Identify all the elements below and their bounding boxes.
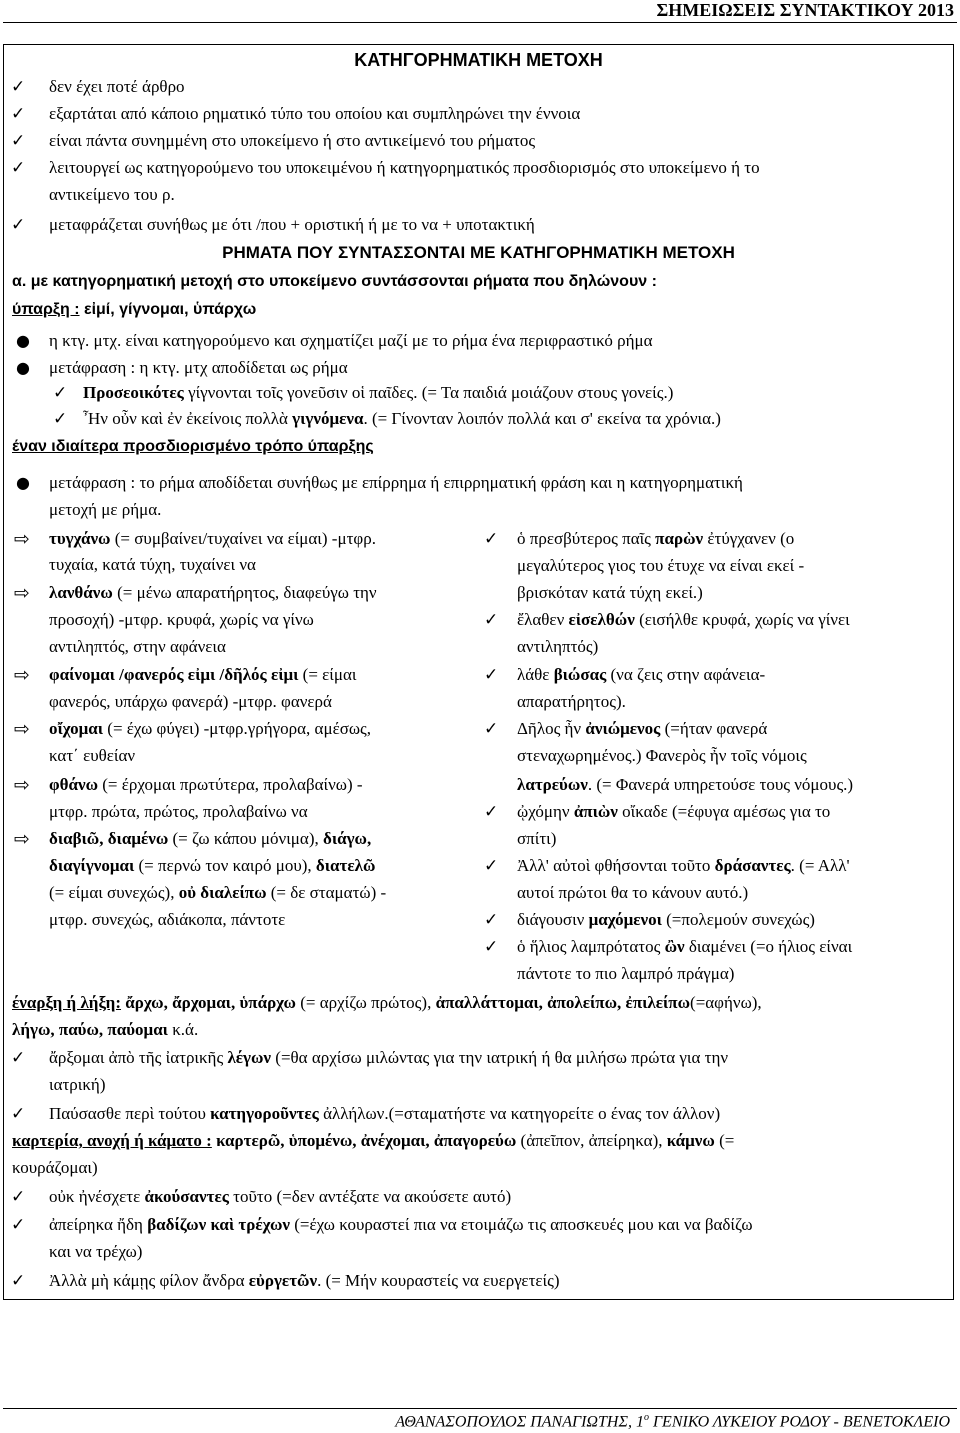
participle: Προσεοικότες <box>83 383 184 402</box>
example-text: . (= Αλλ' <box>790 856 850 875</box>
example-text: σπίτι) <box>517 829 557 848</box>
existence-bullet: μετάφραση : η κτγ. μτχ αποδίδεται ως ρήμα <box>49 358 348 377</box>
example-text: ὁ πρεσβύτερος παῖς <box>517 529 656 548</box>
example-text: στεναχωρημένος.) Φανερὸς ἦν τοῖς νόμοις <box>517 746 807 765</box>
verb-entry <box>49 526 376 552</box>
gloss: (=αφήνω), <box>690 993 762 1012</box>
feature-item: λειτουργεί ως κατηγορούμενο του υποκειμένου ή κατηγορηματικός προσδιορισμός στο υποκείμενο ή το <box>49 158 760 177</box>
existence-example <box>83 380 673 406</box>
check-icon: ✓ <box>484 529 499 549</box>
verb-gloss: μτφρ. συνεχώς, αδιάκοπα, πάντοτε <box>49 910 286 929</box>
example-text: αντιληπτός) <box>517 637 599 656</box>
verb-gloss: τυχαία, κατά τύχη, τυχαίνει να <box>49 555 256 574</box>
check-icon: ✓ <box>11 77 26 97</box>
example-text: ᾠχόμην <box>517 802 574 821</box>
footer-school: ΓΕΝΙΚΟ ΛΥΚΕΙΟΥ ΡΟΔΟΥ - ΒΕΝΕΤΟΚΛΕΙΟ <box>648 1413 950 1431</box>
verb: λήγω, παύω, παύομαι <box>12 1020 168 1039</box>
verb: ἀπαλλάττομαι, ἀπολείπω, ἐπιλείπω <box>435 993 691 1012</box>
verb: διατελῶ <box>315 856 376 875</box>
example <box>517 716 767 742</box>
gloss: κ.ά. <box>167 1020 199 1039</box>
check-icon: ✓ <box>53 409 68 429</box>
verb-entry <box>49 662 356 688</box>
start-end-line <box>12 1017 198 1043</box>
arrow-icon: ⇨ <box>14 664 30 686</box>
verb: φθάνω <box>49 775 98 794</box>
example-text: βρισκόταν κατά τύχη εκεί.) <box>517 583 703 602</box>
check-icon: ✓ <box>484 719 499 739</box>
example-text: διαμένει (=ο ήλιος είναι <box>684 937 853 956</box>
check-icon: ✓ <box>11 1187 26 1207</box>
arrow-icon: ⇨ <box>14 774 30 796</box>
example <box>517 934 852 960</box>
verb: ἄρχω, ἄρχομαι, ὑπάρχω <box>120 993 296 1012</box>
verb-entry <box>49 716 371 742</box>
verb-gloss: φανερός, υπάρχω φανερά) -μτφρ. φανερά <box>49 692 332 711</box>
example-text: ἄρξομαι ἀπὸ τῆς ἰατρικῆς <box>49 1048 228 1067</box>
participle: γιγνόμενα <box>292 409 364 428</box>
verb-gloss: κατ΄ ευθείαν <box>49 746 136 765</box>
feature-item: δεν έχει ποτέ άρθρο <box>49 77 185 96</box>
example-text: . (= Γίνονταν λοιπόν πολλά και σ' εκείνα τα χρόνια.) <box>363 409 721 428</box>
gloss: (= είμαι συνεχώς), <box>49 883 179 902</box>
start-end-heading: έναρξη ή λήξη: <box>12 993 121 1012</box>
verb: φαίνομαι /φανερός εἰμι /δῆλός εἰμι <box>49 665 299 684</box>
example-text: οἴκαδε (=έφυγα αμέσως για το <box>617 802 831 821</box>
verb: οὐ διαλείπω <box>178 883 267 902</box>
verb: καρτερῶ, ὑπομένω, ἀνέχομαι, ἀπαγορεύω <box>211 1131 517 1150</box>
content-box <box>3 44 954 1300</box>
gloss: (= έρχομαι πρωτύτερα, προλαβαίνω) - <box>98 775 363 794</box>
gloss: (= αρχίζω πρώτος), <box>295 993 436 1012</box>
verb: κάμνω <box>666 1131 715 1150</box>
example-text: ἐτύγχανεν (ο <box>703 529 795 548</box>
gloss: (= συμβαίνει/τυχαίνει να είμαι) -μτφρ. <box>110 529 376 548</box>
check-icon: ✓ <box>484 856 499 876</box>
example <box>49 1045 728 1071</box>
footer-credit <box>395 1412 950 1431</box>
example-text: γίγνονται τοῖς γονεῦσιν οἱ παῖδες. (= Τα παιδιά μοιάζουν στους γονείς.) <box>183 383 674 402</box>
example <box>517 607 850 633</box>
participle: εἰσελθών <box>568 610 635 629</box>
participle: λέγων <box>227 1048 272 1067</box>
bullet-icon: ● <box>16 358 30 377</box>
check-icon: ✓ <box>484 665 499 685</box>
verb: λανθάνω <box>49 583 113 602</box>
example-text: τοῦτο (=δεν αντέξατε να ακούσετε αυτό) <box>228 1187 512 1206</box>
feature-item: είναι πάντα συνημμένη στο υποκείμενο ή στο αντικείμενό του ρήματος <box>49 131 536 150</box>
participle: βαδίζων καὶ τρέχων <box>147 1215 290 1234</box>
check-icon: ✓ <box>484 610 499 630</box>
participle: εὐργετῶν <box>248 1271 318 1290</box>
gloss: (= περνώ τον καιρό μου), <box>134 856 316 875</box>
example-text: ἀπείρηκα ἤδη <box>49 1215 148 1234</box>
participle: βιώσας <box>553 665 607 684</box>
existence-bullet: η κτγ. μτχ. είναι κατηγορούμενο και σχηματίζει μαζί με το ρήμα ένα περιφραστικό ρήμα <box>49 331 653 350</box>
gloss: (= είμαι <box>298 665 357 684</box>
arrow-icon: ⇨ <box>14 582 30 604</box>
header-title: ΣΗΜΕΙΩΣΕΙΣ ΣΥΝΤΑΚΤΙΚΟΥ 2013 <box>656 0 954 20</box>
special-heading: έναν ιδιαίτερα προσδιορισμένο τρόπο ύπαρξης <box>12 438 374 455</box>
example-text: (να ζεις στην αφάνεια- <box>606 665 766 684</box>
example-text: . (= Μήν κουραστείς να ευεργετείς) <box>317 1271 560 1290</box>
existence-line <box>12 297 256 323</box>
bullet-icon: ● <box>16 331 30 350</box>
gloss: (= έχω φύγει) -μτφρ.γρήγορα, αμέσως, <box>103 719 372 738</box>
check-icon: ✓ <box>53 383 68 403</box>
example <box>517 907 815 933</box>
check-icon: ✓ <box>11 215 26 235</box>
verb: διάγω, <box>323 829 372 848</box>
participle: ἀκούσαντες <box>144 1187 229 1206</box>
header-rule <box>3 22 957 23</box>
gloss: (= ζω κάπου μόνιμα), <box>168 829 323 848</box>
example-text: Δῆλος ἦν <box>517 719 586 738</box>
participle: λατρεύων <box>517 775 588 794</box>
feature-item: μεταφράζεται συνήθως με ότι /που + οριστική ή με το να + υποτακτική <box>49 215 535 234</box>
verb-gloss: μτφρ. πρώτα, πρώτος, προλαβαίνω να <box>49 802 308 821</box>
start-end-line <box>12 990 762 1016</box>
feature-item: εξαρτάται από κάποιο ρηματικό τύπο του οποίου και συμπληρώνει την έννοια <box>49 104 581 123</box>
example-text: . (= Φανερά υπηρετούσε τους νόμους.) <box>587 775 854 794</box>
endurance-line <box>12 1128 734 1154</box>
example <box>49 1184 511 1210</box>
verb-gloss: αντιληπτός, στην αφάνεια <box>49 637 226 656</box>
gloss: (= δε σταματώ) - <box>266 883 387 902</box>
participle: ἀπιὼν <box>573 802 618 821</box>
example <box>517 799 830 825</box>
example-text: (εισήλθε κρυφά, χωρίς να γίνει <box>634 610 850 629</box>
example <box>49 1212 753 1238</box>
existence-example <box>83 406 721 432</box>
verb: οἴχομαι <box>49 719 104 738</box>
check-icon: ✓ <box>11 1271 26 1291</box>
footer-author: ΑΘΑΝΑΣΟΠΟΥΛΟΣ ΠΑΝΑΓΙΩΤΗΣ, 1 <box>395 1413 644 1431</box>
example-text: απαρατήρητος). <box>517 692 626 711</box>
check-icon: ✓ <box>11 131 26 151</box>
example-text: (=έχω κουραστεί πια να ετοιμάζω τις αποσκευές μου και να βαδίζω <box>290 1215 753 1234</box>
verb-entry <box>49 772 363 798</box>
footer-rule <box>3 1408 957 1409</box>
example-text: και να τρέχω) <box>49 1242 143 1261</box>
check-icon: ✓ <box>11 1215 26 1235</box>
participle: παρὼν <box>655 529 704 548</box>
intro-line: α. με κατηγορηματική μετοχή στο υποκείμενο συντάσσονται ρήματα που δηλώνουν : <box>12 273 657 290</box>
special-note: μετάφραση : το ρήμα αποδίδεται συνήθως με επίρρημα ή επιρρηματική φράση και η κατηγορηματική <box>49 473 743 492</box>
arrow-icon: ⇨ <box>14 528 30 550</box>
check-icon: ✓ <box>484 802 499 822</box>
example <box>517 772 853 798</box>
participle: κατηγοροῦντες <box>210 1104 319 1123</box>
check-icon: ✓ <box>11 104 26 124</box>
example-text: Ἀλλὰ μὴ κάμῃς φίλον ἄνδρα <box>49 1271 249 1290</box>
example <box>49 1101 720 1127</box>
example <box>517 526 794 552</box>
check-icon: ✓ <box>11 1104 26 1124</box>
bullet-icon: ● <box>16 473 30 492</box>
footer-superscript: ο <box>643 1412 649 1423</box>
participle: μαχόμενοι <box>588 910 662 929</box>
verb: διαγίγνομαι <box>49 856 135 875</box>
verb-entry <box>49 580 377 606</box>
verb: διαβιῶ, διαμένω <box>49 829 169 848</box>
existence-heading: ύπαρξη : <box>12 301 80 318</box>
example-text: αυτοί πρώτοι θα το κάνουν αυτό.) <box>517 883 749 902</box>
verb-entry <box>49 853 375 879</box>
arrow-icon: ⇨ <box>14 718 30 740</box>
example-text: Ἀλλ' αὐτοὶ φθήσονται τοῦτο <box>517 856 715 875</box>
example-text: ὁ ἥλιος λαμπρότατος <box>517 937 665 956</box>
verb-entry <box>49 826 371 852</box>
example-text: ιατρική) <box>49 1075 106 1094</box>
arrow-icon: ⇨ <box>14 828 30 850</box>
example-text: (=ήταν φανερά <box>660 719 768 738</box>
example-text: διάγουσιν <box>517 910 589 929</box>
gloss: (= μένω απαρατήρητος, διαφεύγω την <box>112 583 377 602</box>
example <box>517 853 850 879</box>
endurance-heading: καρτερία, ανοχή ή κάματο : <box>12 1131 212 1150</box>
check-icon: ✓ <box>484 937 499 957</box>
example-text: (=θα αρχίσω μιλώντας για την ιατρική ή θα μιλήσω πρώτα για την <box>271 1048 729 1067</box>
example-text: λάθε <box>517 665 554 684</box>
participle: ἀνιώμενος <box>585 719 661 738</box>
special-note-continued: μετοχή με ρήμα. <box>49 500 162 519</box>
example-text: οὐκ ἠνέσχετε <box>49 1187 145 1206</box>
example-text: ἔλαθεν <box>517 610 569 629</box>
page-title: ΚΑΤΗΓΟΡΗΜΑΤΙΚΗ ΜΕΤΟΧΗ <box>354 50 603 70</box>
gloss: (= <box>714 1131 735 1150</box>
example-text: ἀλλήλων.(=σταματήστε να κατηγορείτε ο ένας τον άλλον) <box>318 1104 721 1123</box>
example-text: Παύσασθε περὶ τούτου <box>49 1104 211 1123</box>
endurance-line-continued: κουράζομαι) <box>12 1158 98 1177</box>
verb-entry <box>49 880 386 906</box>
example-text: (=πολεμούν συνεχώς) <box>661 910 815 929</box>
check-icon: ✓ <box>484 910 499 930</box>
check-icon: ✓ <box>11 1048 26 1068</box>
feature-item-continued: αντικείμενο του ρ. <box>49 185 175 204</box>
verb-gloss: προσοχή) -μτφρ. κρυφά, χωρίς να γίνω <box>49 610 314 629</box>
participle: ὢν <box>664 937 685 956</box>
example <box>517 662 765 688</box>
participle: δράσαντες <box>714 856 791 875</box>
section-subtitle: ΡΗΜΑΤΑ ΠΟΥ ΣΥΝΤΑΣΣΟΝΤΑΙ ΜΕ ΚΑΤΗΓΟΡΗΜΑΤΙΚΗ ΜΕΤΟΧΗ <box>222 243 735 262</box>
check-icon: ✓ <box>11 158 26 178</box>
existence-verbs: εἰμί, γίγνομαι, ὑπάρχω <box>79 301 257 318</box>
example-text: πάντοτε το πιο λαμπρό πράγμα) <box>517 964 735 983</box>
gloss: (ἀπεῖπον, ἀπείρηκα), <box>516 1131 667 1150</box>
verb: τυγχάνω <box>49 529 111 548</box>
example-text: μεγαλύτερος γιος του έτυχε να είναι εκεί - <box>517 556 805 575</box>
example <box>49 1268 560 1294</box>
example-text: Ἦν οὖν καὶ ἐν ἐκείνοις πολλὰ <box>83 409 293 428</box>
